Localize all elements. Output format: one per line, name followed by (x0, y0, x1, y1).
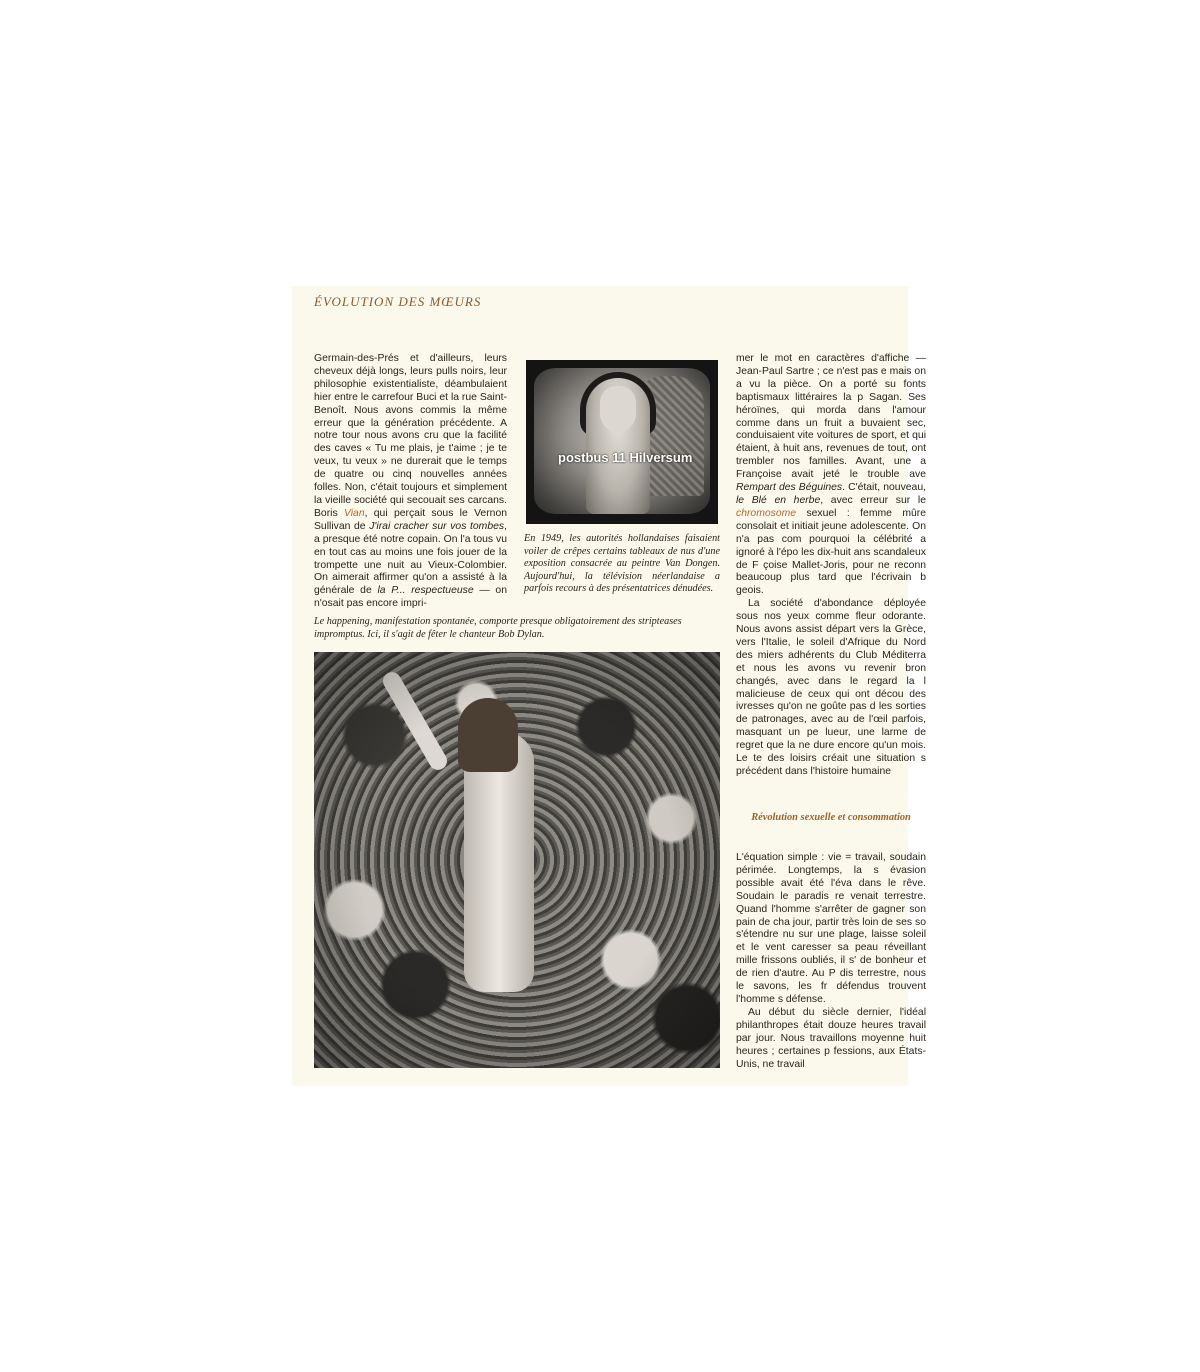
article-column-right (736, 353, 926, 779)
tv-screen-text: postbus 11 Hilversum (558, 450, 693, 465)
text-run: — on n'osait pas encore impri- (314, 585, 507, 610)
crowd-photo (314, 652, 720, 1068)
text-run: , qui perçait sous le Vernon Sullivan de (314, 507, 508, 532)
article-column-right-lower (736, 852, 926, 1071)
article-column-left (314, 353, 507, 611)
book-title: Rempart des Béguines (736, 482, 843, 494)
tv-photo (526, 360, 718, 524)
running-header: ÉVOLUTION DES MŒURS (314, 294, 482, 309)
crowd-photo-caption: Le happening, manifestation spontanée, comporte presque obligatoirement des stripteases impromptus. Ici, il s'agit de fêter le chanteur Bob Dylan. (314, 616, 682, 640)
magazine-page (292, 286, 926, 1086)
presenter-face-shape (600, 386, 636, 432)
text-run: Germain-des-Prés et d'ailleurs, leurs cheveux déjà longs, leurs pulls noirs, leur philosophie existentialiste, déambulaient hier entre le carrefour Buci et la rue Saint-Benoît. Nous avons commis la même erreur que la génération précédente. A notre tour nous avons cru que la facilité des caves « Tu me plais, je t'aime ; je te veux, tu veux » ne durerait que le temps de quatre ou cinq nouvelles années folles. Non, c'était toujours et simplement la vieille société qui secouait ses carcans. Boris (314, 353, 507, 519)
photo-vignette (314, 652, 720, 1068)
text-run: , a presque été notre copain. On l'a tous vu en tout cas au moins une fois jouer de la trompette une nuit au Vieux-Colombier. On aimerait affirmer qu'on a assisté à la générale de (314, 520, 507, 597)
paragraph (736, 353, 926, 598)
text-run: , avec erreur sur le (820, 494, 926, 506)
play-title: la P... respectueuse (377, 585, 474, 597)
tv-photo-caption: En 1949, les autorités hollandaises faisaient voiler de crêpes certains tableaux de nus d'une exposition consacrée au peintre Van Dongen. Aujourd'hui, la télévision néerlandaise a parfois recours à des présentatrices dénudées. (524, 533, 720, 595)
paragraph (314, 353, 507, 611)
text-run: sexuel : femme mûre consolait et initiait jeune adolescente. On n'a pas com pourquoi la célébrité a ignoré à l'épo les dix-huit ans scandaleux de F çoise Mallet-Joris, pour ne reconn beaucoup plus tard que l'écrivain b geois. (736, 507, 926, 597)
book-title: J'irai cracher sur vos tombes (369, 520, 505, 532)
text-run: mer le mot en caractères d'affiche — Jean-Paul Sartre ; ce n'est pas e mais on a vu la pièce. On a porté su fonts baptismaux littéraires la p Sagan. Ses héroïnes, qui morda dans l'amour comme dans un fruit a buvaient sec, conduisaient vite voitures de sport, et qui étaient, à huit ans, revenues de tout, ont trembler nos familles. Avant, une a Françoise avait jeté le trouble ave (736, 353, 926, 481)
paragraph: L'équation simple : vie = travail, soudain périmée. Longtemps, la s évasion possible avait été l'éva dans le rêve. Soudain le paradis re venait terrestre. Quand l'homme s'arrêter de gagner son pain de cha jour, partir très loin de ses so s'étendre nu sur une plage, laisse soleil et le vent caresser sa peau réveillant mille frissons oubliés, il s' de bonheur et de rien d'autre. Au P dis terrestre, nous le savons, les fr défendus trouvent l'homme s défense. (736, 852, 926, 1005)
section-subheading: Révolution sexuelle et consommation (751, 812, 911, 823)
paragraph: Au début du siècle dernier, l'idéal philanthropes était douze heures travail par jour. Nous travaillons moyenne huit heures ; certaines p fessions, aux États-Unis, ne travail (736, 1006, 926, 1070)
keyword-link: Vian (343, 507, 365, 519)
text-run: . C'était, nouveau, (842, 482, 926, 494)
keyword-link: chromosome (736, 507, 797, 519)
tv-screen (534, 368, 710, 514)
paragraph: La société d'abondance déployée sous nos yeux comme fleur odorante. Nous avons assist départ vers la Grèce, vers l'Italie, le soleil d'Afrique du Nord des miers adhérents du Club Méditerra et nous les avons vu revenir bron changés, avec dans le regard la l malicieuse de ceux qui ont décou des ivresses qu'on ne goûte pas d les sorties de patronages, avec au de l'œil parfois, masquant un pe lueur, une larme de regret que la ne dure encore qu'un mois. Le te des loisirs créait une situation s précédent dans l'histoire humaine (736, 598, 926, 777)
book-title: le Blé en herbe (736, 494, 821, 506)
